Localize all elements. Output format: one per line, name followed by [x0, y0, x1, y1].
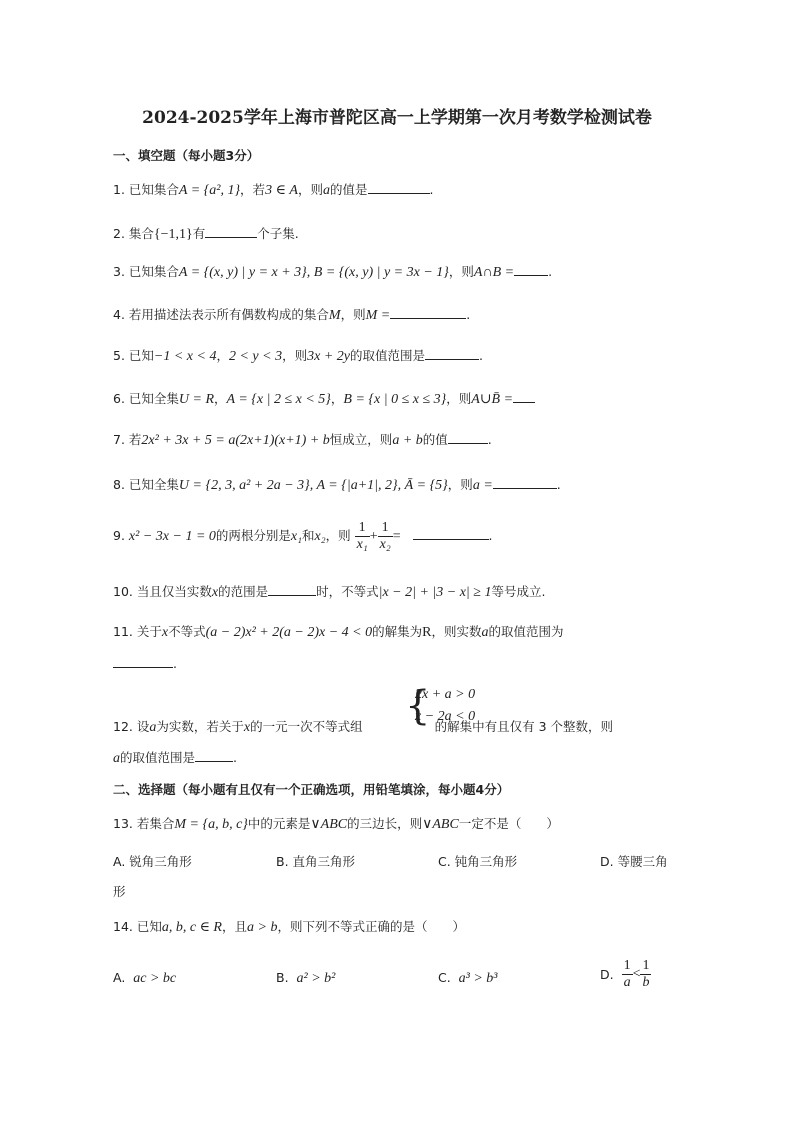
inequality-system: { 2x + a > 0 x − 2a < 0: [405, 683, 476, 729]
question-2: 2. 集合{−1,1}有 个子集.: [113, 226, 299, 242]
q13-option-c[interactable]: C. 钝角三角形: [438, 854, 518, 869]
question-1: 1. 已知集合A = {a², 1}，若3 ∈ A，则a的值是 .: [113, 182, 434, 198]
section-multiple-choice: 二、选择题（每小题有且仅有一个正确选项，用铅笔填涂，每小题4分）: [113, 782, 510, 797]
question-12-line2: a的取值范围是 .: [113, 750, 237, 766]
q13-option-a[interactable]: A. 锐角三角形: [113, 854, 192, 869]
q14-option-a[interactable]: A. ac > bc: [113, 970, 177, 986]
question-9: 9. x² − 3x − 1 = 0的两根分别是x₁和x₂，则 $\frac{1}{\text{x₁}}$ + $\frac{1}{\text{x₂}}$ = .: [113, 520, 493, 552]
answer-blank[interactable]: [513, 389, 535, 403]
question-6: 6. 已知全集U = R，A = {x | 2 ≤ x < 5}，B = {x | 0 ≤ x ≤ 3}，则A∪B̄ =: [113, 389, 535, 409]
fraction-1-over-x2: $\frac{1}{\text{x₂}}$: [379, 520, 391, 552]
question-12-line1: 12. 设a为实数，若关于x的一元一次不等式组 的解集中有且仅有 3 个整数，则: [113, 719, 614, 735]
q14-option-b[interactable]: B. a² > b²: [276, 970, 336, 986]
question-11: 11. 关于x不等式(a − 2)x² + 2(a − 2)x − 4 < 0的解集为R，则实数a的取值范围为: [113, 624, 564, 640]
fraction-1-over-x1: $\frac{1}{\text{x₁}}$: [356, 520, 368, 552]
answer-blank[interactable]: [448, 430, 488, 444]
answer-blank[interactable]: [368, 180, 430, 194]
page-title: 2024-2025学年上海市普陀区高一上学期第一次月考数学检测试卷: [142, 108, 652, 128]
answer-blank[interactable]: [425, 346, 479, 360]
answer-blank[interactable]: [195, 748, 233, 762]
q14-option-c[interactable]: C. a³ > b³: [438, 970, 498, 986]
fraction-1-over-b: $\frac{1}{b}$: [642, 958, 650, 990]
section-fill-blank: 一、填空题（每小题3分）: [113, 148, 260, 163]
q13-option-b[interactable]: B. 直角三角形: [276, 854, 356, 869]
fraction-1-over-a: $\frac{1}{a}$: [623, 958, 631, 990]
q14-option-d[interactable]: D. $\frac{1}{a}$ < $\frac{1}{b}$: [600, 958, 650, 990]
question-13: 13. 若集合M = {a, b, c}中的元素是∨ABC的三边长，则∨ABC一定不是（ ）: [113, 816, 559, 832]
answer-blank[interactable]: [390, 305, 466, 319]
question-8: 8. 已知全集U = {2, 3, a² + 2a − 3}, A = {|a+1|, 2}, Ā = {5}，则a = .: [113, 477, 561, 493]
answer-blank[interactable]: [493, 475, 557, 489]
q13-option-d[interactable]: D. 等腰三角: [600, 854, 668, 869]
answer-blank[interactable]: [413, 526, 489, 540]
question-14: 14. 已知a, b, c ∈ R，且a > b，则下列不等式正确的是（ ）: [113, 919, 465, 935]
answer-blank[interactable]: [113, 654, 173, 668]
question-4: 4. 若用描述法表示所有偶数构成的集合M，则M = .: [113, 307, 471, 323]
answer-blank[interactable]: [205, 224, 257, 238]
answer-blank[interactable]: [268, 582, 316, 596]
question-11-blank-line: .: [113, 654, 177, 673]
q13-option-d-wrap: 形: [113, 884, 126, 899]
question-5: 5. 已知−1 < x < 4，2 < y < 3，则3x + 2y的取值范围是 .: [113, 348, 483, 364]
question-7: 7. 若2x² + 3x + 5 = a(2x+1)(x+1) + b恒成立，则a + b的值 .: [113, 432, 492, 448]
answer-blank[interactable]: [514, 262, 548, 276]
question-10: 10. 当且仅当实数x的范围是 时，不等式|x − 2| + |3 − x| ≥ 1等号成立.: [113, 584, 546, 600]
question-3: 3. 已知集合A = {(x, y) | y = x + 3}, B = {(x, y) | y = 3x − 1}，则A∩B = .: [113, 264, 553, 280]
